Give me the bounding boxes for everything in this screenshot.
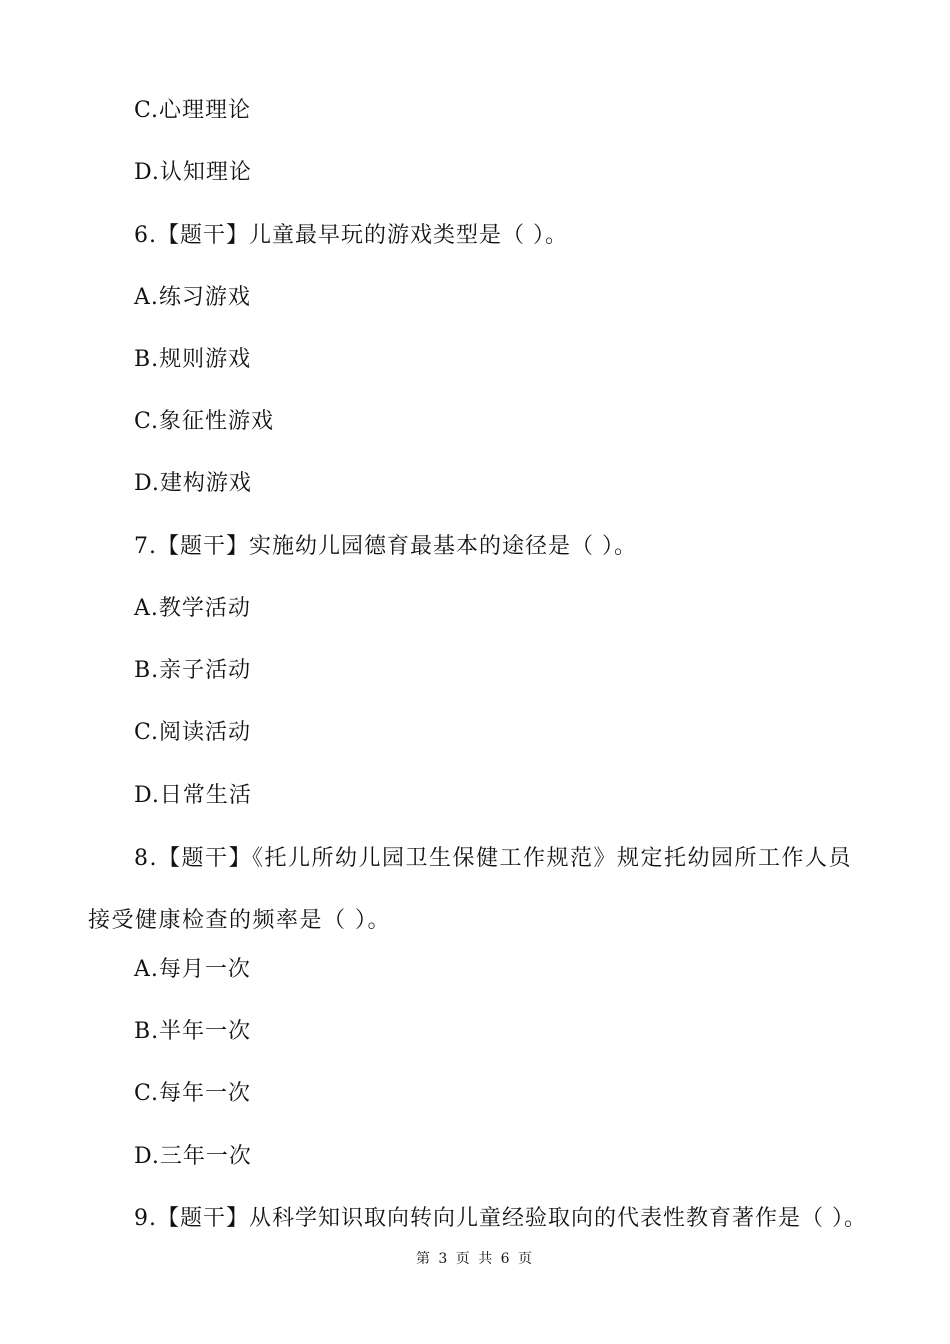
option-7b: B.亲子活动 [134, 658, 252, 683]
option-6b: B.规则游戏 [134, 347, 252, 372]
option-7c: C.阅读活动 [134, 720, 252, 745]
option-6a: A.练习游戏 [134, 285, 251, 310]
page-footer: 第 3 页 共 6 页 [415, 1251, 535, 1267]
option-6c: C.象征性游戏 [134, 409, 275, 434]
question-7: 7.【题干】实施幼儿园德育最基本的途径是（ ）。 [134, 534, 637, 559]
option-8a: A.每月一次 [134, 957, 251, 982]
question-6: 6.【题干】儿童最早玩的游戏类型是（ ）。 [134, 223, 568, 248]
option-5d: D.认知理论 [134, 160, 252, 185]
question-8: 8.【题干】《托儿所幼儿园卫生保健工作规范》规定托幼园所工作人员接受健康检查的频率是（ ）。 [88, 846, 852, 933]
option-7d: D.日常生活 [134, 783, 252, 808]
option-8d: D.三年一次 [134, 1144, 252, 1169]
option-6d: D.建构游戏 [134, 471, 252, 496]
option-7a: A.教学活动 [134, 596, 251, 621]
option-5c: C.心理理论 [134, 98, 252, 123]
option-8c: C.每年一次 [134, 1081, 252, 1106]
question-9: 9.【题干】从科学知识取向转向儿童经验取向的代表性教育著作是（ ）。 [134, 1206, 867, 1231]
option-8b: B.半年一次 [134, 1019, 252, 1044]
